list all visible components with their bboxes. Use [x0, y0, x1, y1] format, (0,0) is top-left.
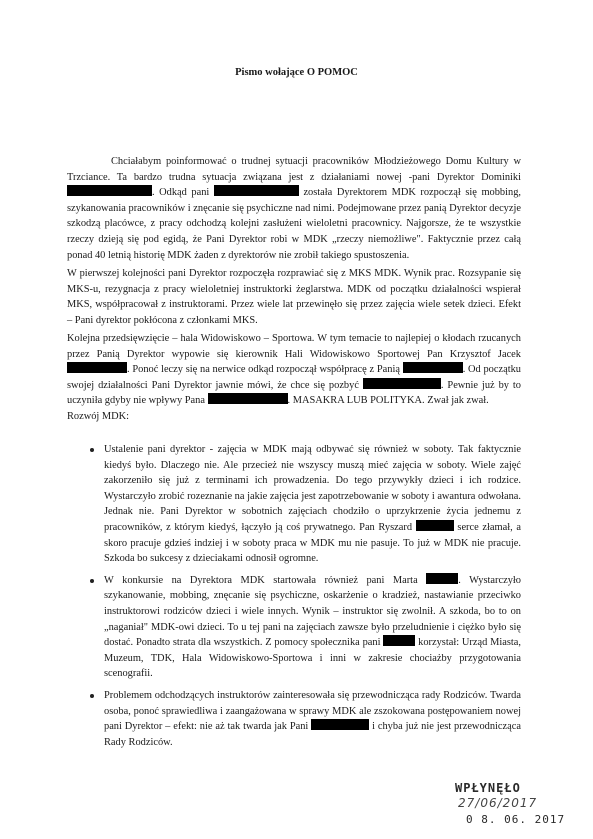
stamp-title: WPŁYNĘŁO	[455, 781, 521, 795]
paragraph-3-text-c: . Od początku swojej działalności Pani Dyrektor jawnie mówi, że chce się pozbyć	[67, 364, 521, 391]
redaction-bar	[67, 362, 127, 373]
list-item	[104, 442, 521, 567]
redaction-bar	[426, 573, 458, 584]
paragraph-3-text-e: . MASAKRA LUB POLITYKA. Zwał jak zwał.	[287, 395, 489, 407]
redaction-bar	[208, 393, 288, 404]
bullet-icon	[90, 579, 94, 583]
redaction-bar	[416, 520, 454, 531]
bullet-2-text-c: korzystał: Urząd Miasta, Muzeum, TDK, Hala Widowiskowo-Sportowa i inni w zakresie chociażby przygotowania scenografii.	[104, 637, 521, 680]
section-heading-rozwoj: Rozwój MDK:	[67, 411, 130, 422]
paragraph-1-text-a: Chciałabym poinformować o trudnej sytuacji pracowników Młodzieżowego Domu Kultury w Trzciance. Ta bardzo trudna sytuacja związana jest z działaniami nowej -pani Dyrektor Dominiki	[67, 156, 521, 183]
bullet-icon	[90, 694, 94, 698]
bullet-3-text-b: i chyba już nie jest przewodnicząca Rady Rodziców.	[104, 721, 521, 748]
redaction-bar	[214, 185, 299, 196]
redaction-bar	[311, 719, 369, 730]
paragraph-1	[67, 154, 521, 263]
bullet-1-text-a: Ustalenie pani dyrektor - zajęcia w MDK mają odbywać się również w soboty. Tak faktycznie kiedyś było. Dlaczego nie. Ale przecież nie wszyscy muszą mieć zajęcia w soboty. Wiele zajęć zakorzeniło się już z terminami ich prowadzenia. Do tego przywykły dzieci i ich rodzice. Wystarczyło zrobić rozeznanie na jakie zajęcia jest zapotrzebowanie w soboty i awantura odwołana. Jednak nie. Pani Dyrektor w sobotnich zajęciach chodziło o uprzykrzenie życia jednemu z pracowników, z którym kiedyś, łączyło ją coś prywatnego. Pan Ryszard	[104, 444, 521, 533]
redaction-bar	[363, 378, 441, 389]
paragraph-2: W pierwszej kolejności pani Dyrektor rozpoczęła rozprawiać się z MKS MDK. Wynik prac. Rozsypanie się MKS-u, rezygnacja z pracy wieloletniej instruktorki żeglarstwa. MDK od początku działalności wspierał MKS, współpracował z instruktorami. Przez wiele lat przewinęło się przez zajęcia wiele setek dzieci. Efekt – Pani dyrektor pokłócona z członkami MKS.	[67, 268, 521, 326]
redaction-bar	[67, 185, 152, 196]
paragraph-1-text-b: . Odkąd pani	[152, 187, 210, 199]
bullet-1-text-b: serce złamał, a skoro pracuje gdzieś indziej i w soboty praca w MDK mu nie pasuje. To już w MDK nie pracuje. Szkoda bo sukcesy z dzieciakami odnosił ogromne.	[104, 521, 521, 565]
stamp-date: 0 8. 06. 2017	[466, 813, 566, 826]
paragraph-3-text-b: . Ponoć leczy się na nerwice odkąd rozpoczął współpracę z Panią	[127, 364, 400, 376]
bullet-list	[104, 442, 521, 756]
redaction-bar	[403, 362, 463, 373]
received-stamp	[450, 781, 574, 837]
bullet-icon	[90, 448, 94, 452]
paragraph-3-text-d: . Pewnie już by to uczyniła gdyby nie wpływy Pana	[67, 379, 521, 407]
list-item	[104, 688, 521, 750]
bullet-2-text-a: W konkursie na Dyrektora MDK startowała również pani Marta	[104, 574, 418, 586]
redaction-bar	[383, 635, 415, 646]
list-item	[104, 573, 521, 682]
bullet-3-text-a: Problemem odchodzących instruktorów zainteresowała się przewodnicząca rady Rodziców. Twarda osoba, ponoć sprawiedliwa i zaangażowana w sprawy MDK ale zszokowana postępowaniem nowej pani Dyrektor – efekt: nie aż tak twarda jak Pani	[104, 689, 521, 733]
paragraph-3-text-a: Kolejna przedsięwzięcie – hala Widowiskowo – Sportowa. W tym temacie to najlepiej o kłodach rzucanych przez Panią Dyrektor wypowie się kierownik Hali Widowiskowo Sportowej Pan Krzysztof Jacek	[67, 333, 521, 360]
stamp-handwritten-date: 27/06/2017	[458, 796, 538, 810]
paragraph-1-text-c: została Dyrektorem MDK rozpoczął się mobbing, szykanowania pracowników i znęcanie się psychiczne nad nimi. Podejmowane przez panią Dyrektor decyzje szkodzą placówce, z pracy odchodzą kolejni zasłużeni wieloletni pracownicy. Najgorsze, że te wszystkie rzeczy dzieją się pod egidą, że Pani Dyrektor robi w MDK „rzeczy niemożliwe". Faktycznie przez całą ponad 40 letnią historię MDK żaden z dyrektorów nie zrobił takiego spustoszenia.	[67, 187, 521, 261]
paragraph-3	[67, 331, 521, 409]
letter-title: Pismo wołające O POMOC	[235, 67, 358, 78]
bullet-2-text-b: . Wystarczyło szykanowanie, mobbing, znęcanie się psychiczne, oskarżenie o kradzież, nastawianie przeciwko instruktorowi rodziców dzieci i wiele innych. Wynik – instruktor się zwolnił. A szkoda, bo to on „naganiał" MDK-owi dzieci. To u tej pani na zajęciach zawsze było przeludnienie i ciężko było się dostać. Ponadto strata dla wszystkich. Z pomocy społecznika pani	[104, 574, 521, 649]
